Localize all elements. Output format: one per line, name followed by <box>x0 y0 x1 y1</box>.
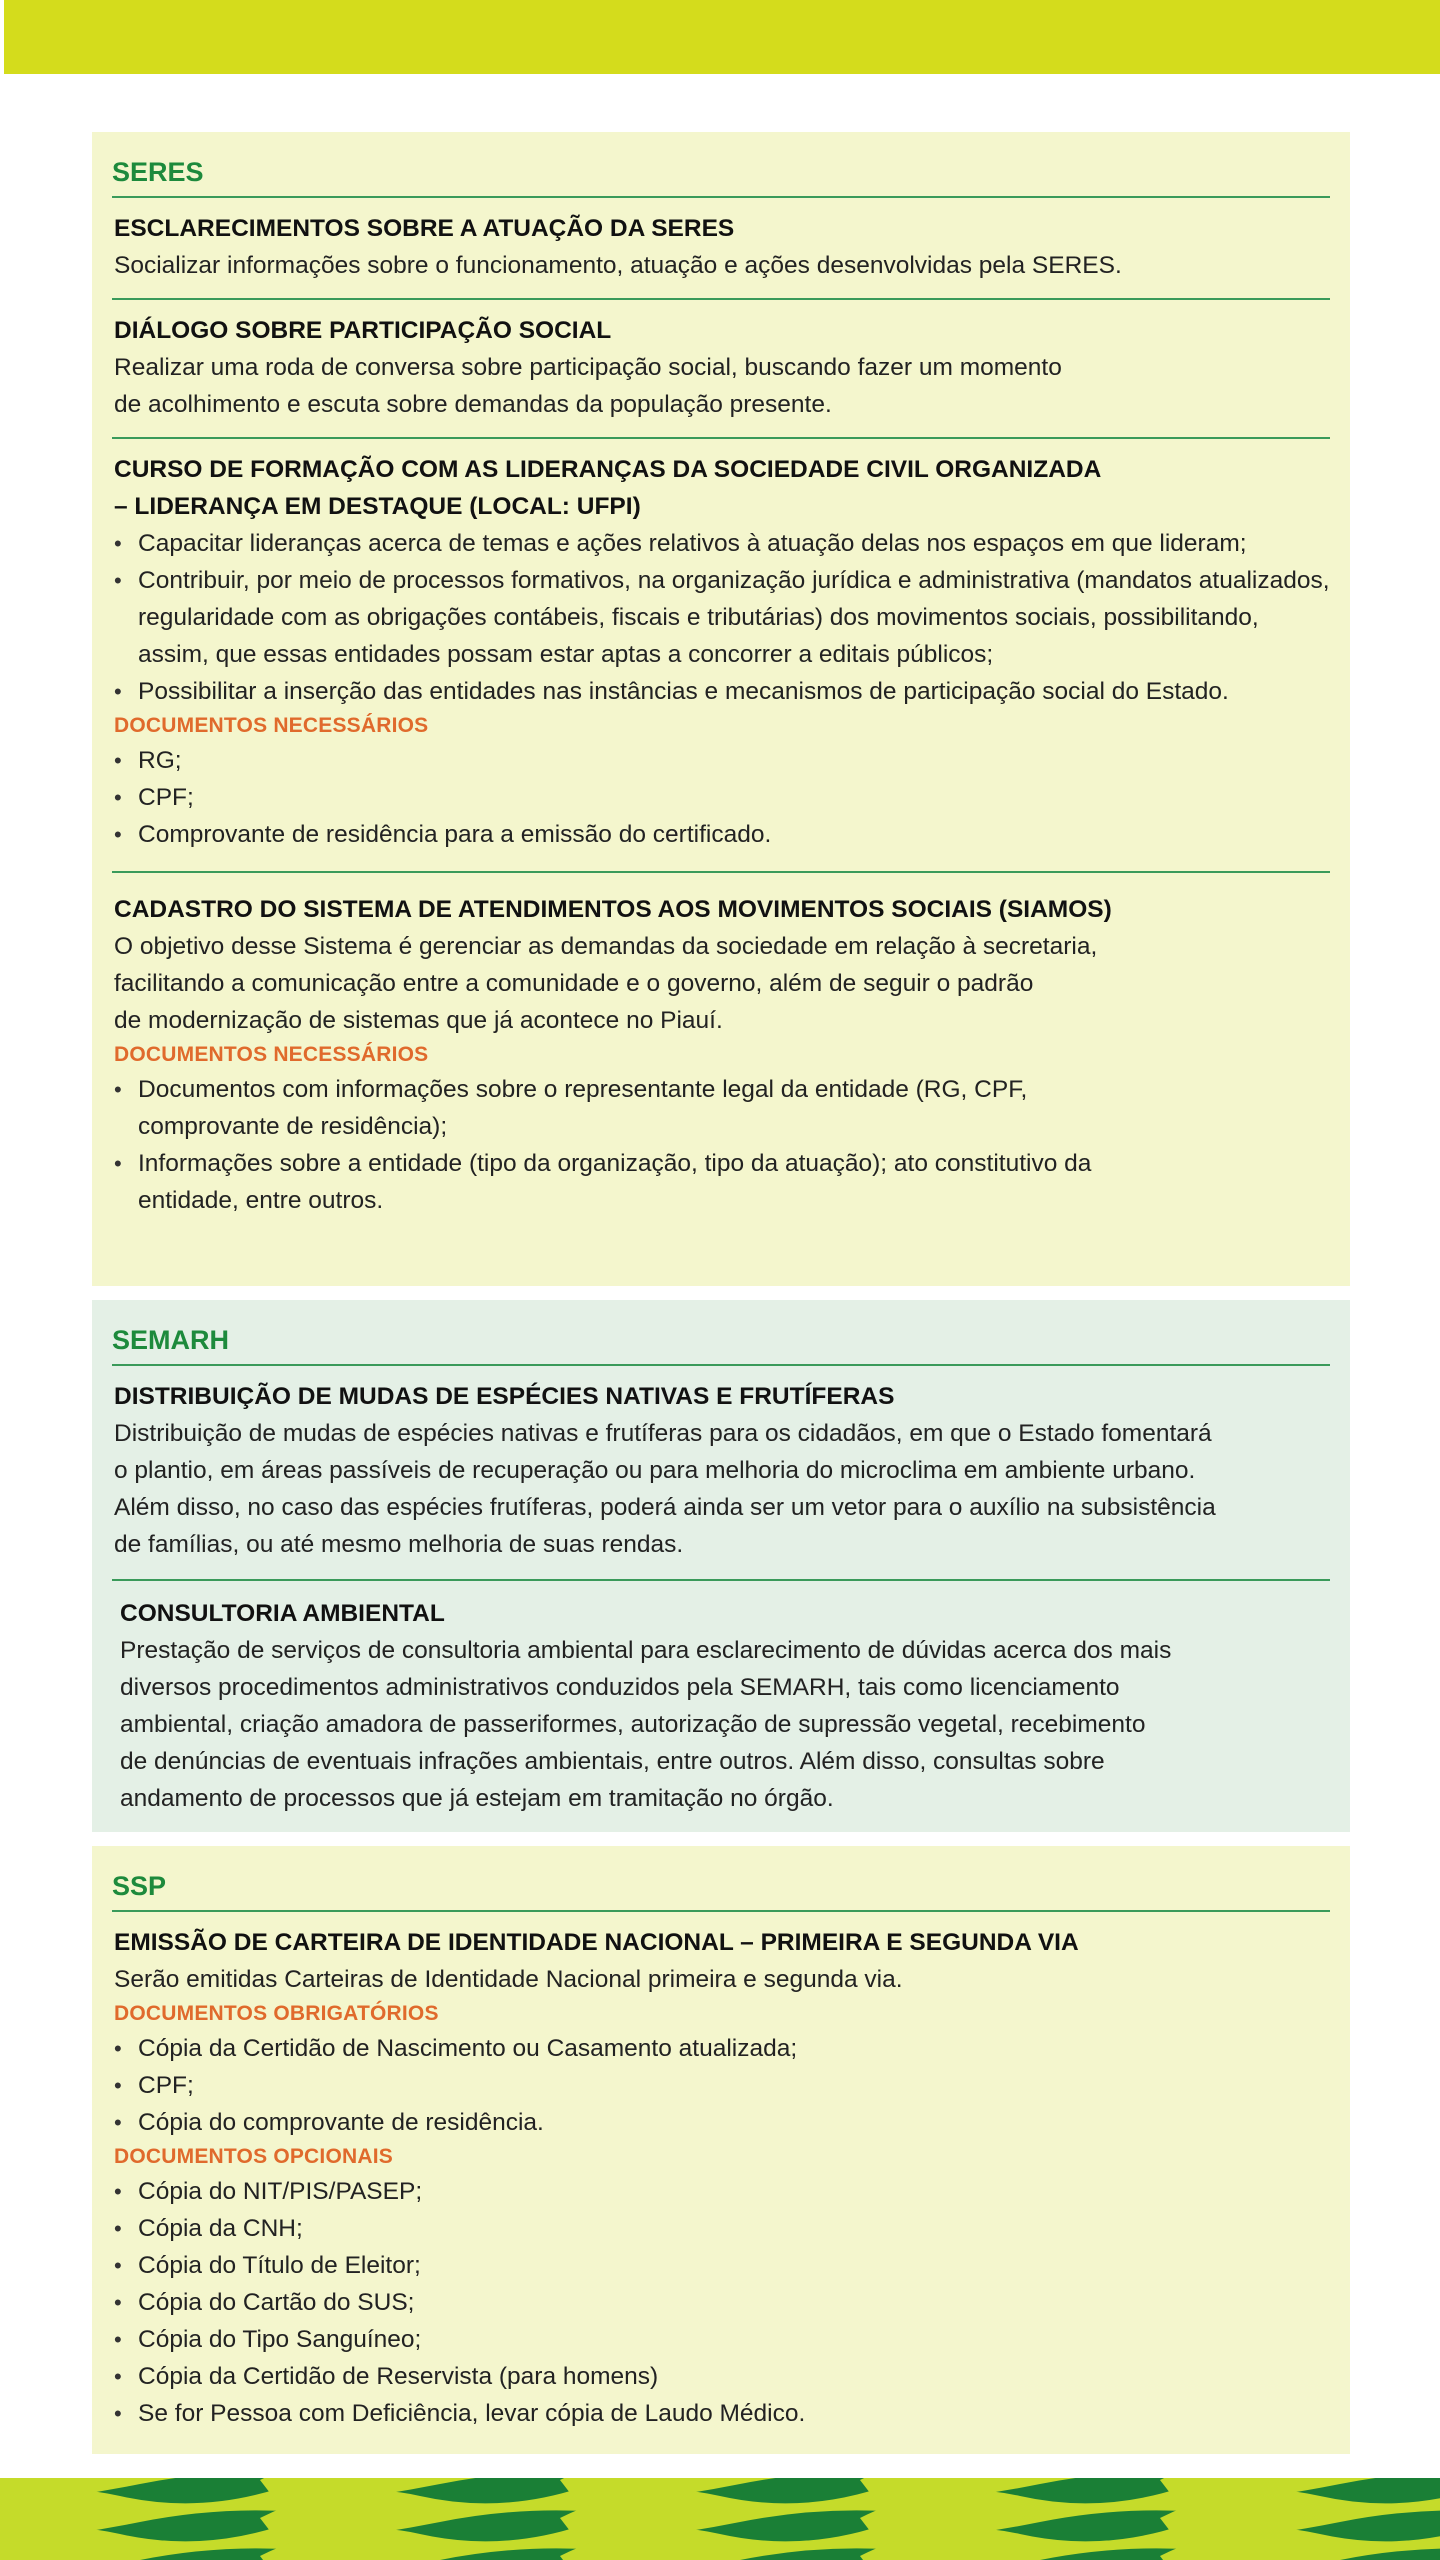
objectives-list <box>114 525 1330 710</box>
section-title: SEMARH <box>112 1324 1330 1366</box>
item-description-line: Prestação de serviços de consultoria ambiental para esclarecimento de dúvidas acerca dos mais <box>120 1637 1172 1664</box>
bottom-wave-band <box>0 2478 1440 2560</box>
item-description-line: de modernização de sistemas que já acontece no Piauí. <box>114 1007 723 1034</box>
seres-item-dialogo <box>112 300 1330 439</box>
seres-item-curso <box>112 439 1330 873</box>
seres-item-siamos <box>112 873 1330 1219</box>
section-title: SERES <box>112 156 1330 198</box>
list-item: • Informações sobre a entidade (tipo da organização, tipo da atuação); ato constitutivo da entidade, entre outros. <box>114 1145 1174 1219</box>
ssp-item-identidade <box>112 1912 1330 2432</box>
optional-documents-list <box>114 2173 1330 2432</box>
item-title: DISTRIBUIÇÃO DE MUDAS DE ESPÉCIES NATIVAS E FRUTÍFERAS <box>114 1383 895 1410</box>
semarh-item-consultoria <box>112 1581 1330 1817</box>
list-item: • Cópia do Cartão do SUS; <box>114 2284 1330 2321</box>
wave-pattern-graphic <box>0 2478 1440 2560</box>
semarh-section <box>92 1300 1350 1832</box>
docs-label: DOCUMENTOS NECESSÁRIOS <box>114 1043 429 1066</box>
list-item: • CPF; <box>114 779 1330 816</box>
item-title: EMISSÃO DE CARTEIRA DE IDENTIDADE NACIONAL – PRIMEIRA E SEGUNDA VIA <box>114 1929 1079 1956</box>
list-item: • Cópia do comprovante de residência. <box>114 2104 1330 2141</box>
list-item: • CPF; <box>114 2067 1330 2104</box>
item-description: Socializar informações sobre o funcionamento, atuação e ações desenvolvidas pela SERES. <box>114 252 1122 279</box>
item-description-line: o plantio, em áreas passíveis de recuperação ou para melhoria do microclima em ambiente urbano. <box>114 1457 1196 1484</box>
list-item: • Cópia da CNH; <box>114 2210 1330 2247</box>
item-title: ESCLARECIMENTOS SOBRE A ATUAÇÃO DA SERES <box>114 215 735 242</box>
list-item: • Cópia da Certidão de Nascimento ou Casamento atualizada; <box>114 2030 1330 2067</box>
item-description-line: de denúncias de eventuais infrações ambientais, entre outros. Além disso, consultas sobre <box>120 1748 1105 1775</box>
item-description-line: facilitando a comunicação entre a comunidade e o governo, além de seguir o padrão <box>114 970 1034 997</box>
item-description-line: Distribuição de mudas de espécies nativas e frutíferas para os cidadãos, em que o Estado fomentará <box>114 1420 1212 1447</box>
semarh-item-mudas <box>112 1366 1330 1581</box>
item-description-line: diversos procedimentos administrativos conduzidos pela SEMARH, tais como licenciamento <box>120 1674 1120 1701</box>
docs-label-required: DOCUMENTOS OBRIGATÓRIOS <box>114 2002 439 2025</box>
item-description-line: Realizar uma roda de conversa sobre participação social, buscando fazer um momento <box>114 354 1062 381</box>
item-description-line: de acolhimento e escuta sobre demandas da população presente. <box>114 391 832 418</box>
item-description-line: O objetivo desse Sistema é gerenciar as demandas da sociedade em relação à secretaria, <box>114 933 1098 960</box>
list-item: • Cópia do Tipo Sanguíneo; <box>114 2321 1330 2358</box>
documents-list <box>114 1071 1174 1219</box>
item-description: Serão emitidas Carteiras de Identidade Nacional primeira e segunda via. <box>114 1966 903 1993</box>
list-item: • RG; <box>114 742 1330 779</box>
item-title: CADASTRO DO SISTEMA DE ATENDIMENTOS AOS MOVIMENTOS SOCIAIS (SIAMOS) <box>114 896 1112 923</box>
docs-label-optional: DOCUMENTOS OPCIONAIS <box>114 2145 393 2168</box>
documents-list <box>114 742 1330 853</box>
list-item: • Comprovante de residência para a emissão do certificado. <box>114 816 1330 853</box>
item-description-line: de famílias, ou até mesmo melhoria de suas rendas. <box>114 1531 684 1558</box>
list-item: • Cópia do NIT/PIS/PASEP; <box>114 2173 1330 2210</box>
item-title: CONSULTORIA AMBIENTAL <box>120 1600 445 1627</box>
item-title: DIÁLOGO SOBRE PARTICIPAÇÃO SOCIAL <box>114 317 612 344</box>
list-item: • Se for Pessoa com Deficiência, levar cópia de Laudo Médico. <box>114 2395 1330 2432</box>
required-documents-list <box>114 2030 1330 2141</box>
item-title-line: CURSO DE FORMAÇÃO COM AS LIDERANÇAS DA SOCIEDADE CIVIL ORGANIZADA <box>114 456 1102 483</box>
section-title: SSP <box>112 1870 1330 1912</box>
item-description-line: ambiental, criação amadora de passeriformes, autorização de supressão vegetal, recebimento <box>120 1711 1146 1738</box>
item-description-line: Além disso, no caso das espécies frutíferas, poderá ainda ser um vetor para o auxílio na subsistência <box>114 1494 1216 1521</box>
top-color-bar <box>4 0 1440 74</box>
seres-section <box>92 132 1350 1286</box>
ssp-section <box>92 1846 1350 2454</box>
seres-item-esclarecimentos <box>112 198 1330 300</box>
list-item: • Documentos com informações sobre o representante legal da entidade (RG, CPF, comprovante de residência); <box>114 1071 1174 1145</box>
item-description-line: andamento de processos que já estejam em tramitação no órgão. <box>120 1785 834 1812</box>
list-item: • Capacitar lideranças acerca de temas e ações relativos à atuação delas nos espaços em que lideram; <box>114 525 1330 562</box>
list-item: • Cópia do Título de Eleitor; <box>114 2247 1330 2284</box>
item-title-line: – LIDERANÇA EM DESTAQUE (LOCAL: UFPI) <box>114 493 641 520</box>
list-item: • Cópia da Certidão de Reservista (para homens) <box>114 2358 1330 2395</box>
list-item: • Possibilitar a inserção das entidades nas instâncias e mecanismos de participação social do Estado. <box>114 673 1330 710</box>
docs-label: DOCUMENTOS NECESSÁRIOS <box>114 714 429 737</box>
list-item: • Contribuir, por meio de processos formativos, na organização jurídica e administrativa (mandatos atualizados, regularidade com as obrigações contábeis, fiscais e tributárias) dos movimentos sociais, possibilitando, assim, que essas entidades possam estar aptas a concorrer a editais públicos; <box>114 562 1330 673</box>
